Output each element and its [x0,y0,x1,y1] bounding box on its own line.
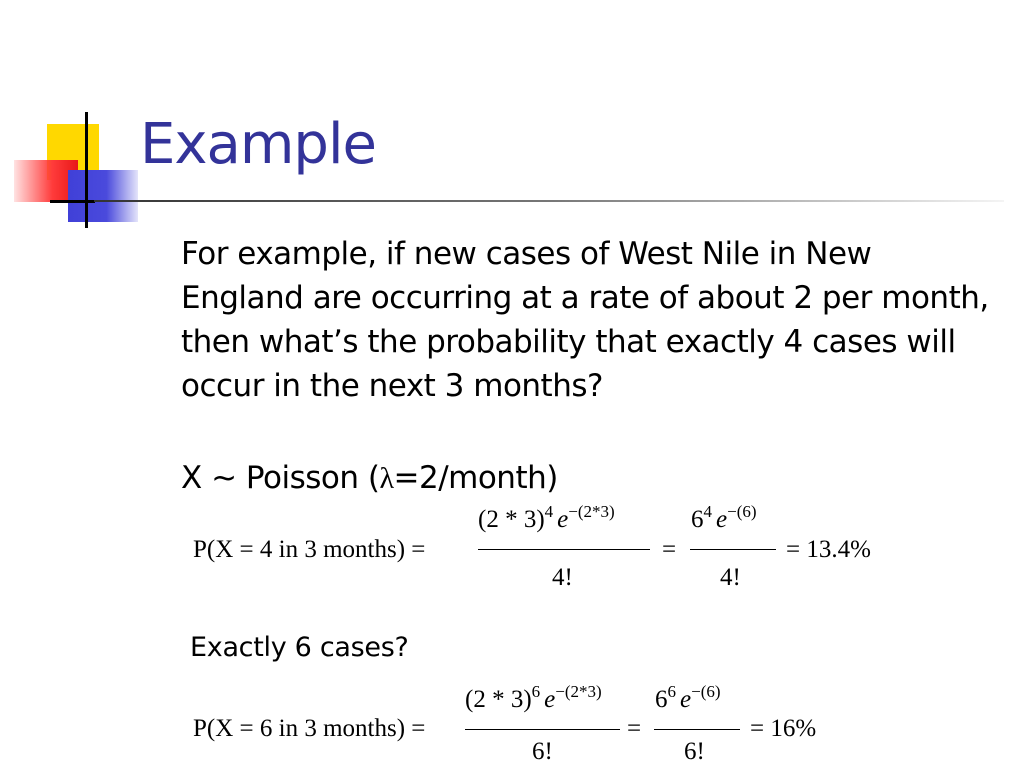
decorative-horizontal-line [50,200,95,203]
eq1-num1-base: (2 * 3) [478,506,545,533]
model-prefix: X ~ Poisson ( [181,460,380,496]
eq2-num2-base: 6 [655,686,668,713]
equation1-fraction-bar-1 [478,549,650,550]
equation2-fraction-bar-2 [654,729,740,730]
eq1-num2-e: e [716,506,728,533]
eq1-num2-eexp: −(6) [727,502,757,521]
model-suffix: =2/month) [393,460,558,496]
equation2-denominator-1: 6! [532,738,553,765]
eq2-num2-exp: 6 [667,682,676,701]
eq2-num1-base: (2 * 3) [465,686,532,713]
decorative-blue-square [68,170,138,222]
eq2-num1-e: e [544,686,556,713]
equation2-fraction-bar-1 [465,729,620,730]
equation2-numerator-2 [655,682,721,714]
slide-title: Example [140,112,376,177]
equation1-denominator-2: 4! [720,564,741,591]
eq1-num2-base: 6 [691,506,704,533]
equation2-equals: = [627,715,642,742]
eq2-num2-e: e [680,686,692,713]
equation2-numerator-1 [465,682,602,714]
equation1-denominator-1: 4! [552,564,573,591]
equation1-lhs: P(X = 4 in 3 months) = [193,536,426,563]
eq1-num1-eexp: −(2*3) [568,502,615,521]
eq2-num1-eexp: −(2*3) [555,682,602,701]
title-underline-rule [94,200,1004,202]
eq1-num2-exp: 4 [703,502,712,521]
eq2-num1-exp: 6 [531,682,541,701]
eq1-num1-e: e [557,506,569,533]
equation1-numerator-1 [478,502,615,534]
poisson-model-line [181,456,558,501]
equation2-lhs: P(X = 6 in 3 months) = [193,715,426,742]
equation1-fraction-bar-2 [690,549,776,550]
eq1-num1-exp: 4 [544,502,554,521]
body-paragraph: For example, if new cases of West Nile in New England are occurring at a rate of about 2 per month, then what’s the probability that exactly 4 cases will occur in the next 3 months? [181,236,989,404]
equation2-denominator-2: 6! [684,738,705,765]
decorative-vertical-line [85,112,88,228]
equation1-equals: = [662,536,677,563]
eq2-num2-eexp: −(6) [691,682,721,701]
equation1-result: = 13.4% [786,536,871,563]
equation2-result: = 16% [750,715,817,742]
question-six-cases: Exactly 6 cases? [190,632,409,663]
equation1-numerator-2 [691,502,757,534]
lambda-symbol: λ [379,462,394,495]
